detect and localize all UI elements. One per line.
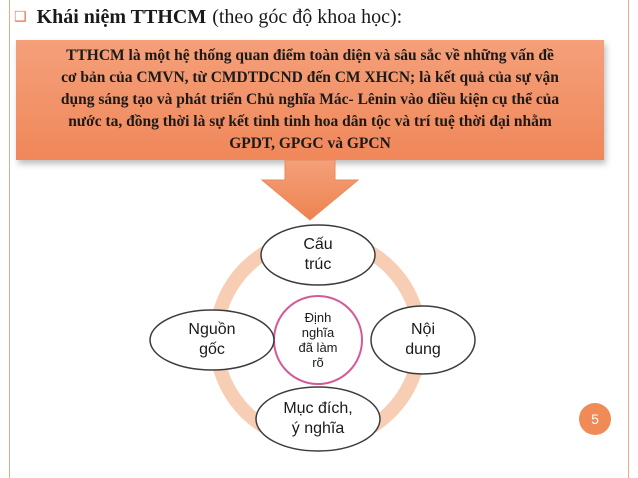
node-bottom-line: ý nghĩa: [291, 420, 345, 437]
center-node-label: [283, 310, 353, 370]
node-left-label: [160, 320, 264, 360]
node-top-line: Cấu: [303, 236, 333, 253]
definition-line: GPDT, GPGC và GPCN: [229, 135, 391, 152]
node-left-line: Nguồn: [188, 321, 236, 338]
node-top-label: [278, 235, 358, 275]
center-line: nghĩa: [301, 325, 335, 340]
center-line: đã làm: [298, 340, 338, 355]
down-arrow-icon: [262, 160, 358, 220]
definition-line: nước ta, đồng thời là sự kết tinh tinh hoa dân tộc và trí tuệ thời đại nhằm: [68, 113, 552, 130]
node-right-line: Nội: [410, 321, 435, 338]
page-number-badge: 5: [579, 403, 611, 435]
center-line: rõ: [312, 355, 324, 370]
definition-line: TTHCM là một hệ thống quan điểm toàn diện và sâu sắc về những vấn đề: [66, 47, 554, 64]
node-right-line: dung: [405, 341, 441, 358]
node-bottom-line: Mục đích,: [283, 400, 353, 417]
heading-qualifier: (theo góc độ khoa học):: [212, 5, 403, 28]
node-right-label: [383, 320, 463, 360]
definition-line: dụng sáng tạo và phát triển Chủ nghĩa Mác- Lênin vào điều kiện cụ thể của: [60, 91, 560, 108]
definition-line: cơ bản của CMVN, từ CMDTDCND đến CM XHCN; là kết quả của sự vận: [61, 69, 559, 86]
node-bottom-label: [256, 399, 380, 439]
center-line: Định: [304, 310, 332, 325]
heading-term: Khái niệm TTHCM: [36, 5, 207, 28]
bullet-icon: ❑: [14, 9, 27, 25]
node-left-line: gốc: [199, 341, 225, 358]
node-top-line: trúc: [304, 256, 332, 273]
